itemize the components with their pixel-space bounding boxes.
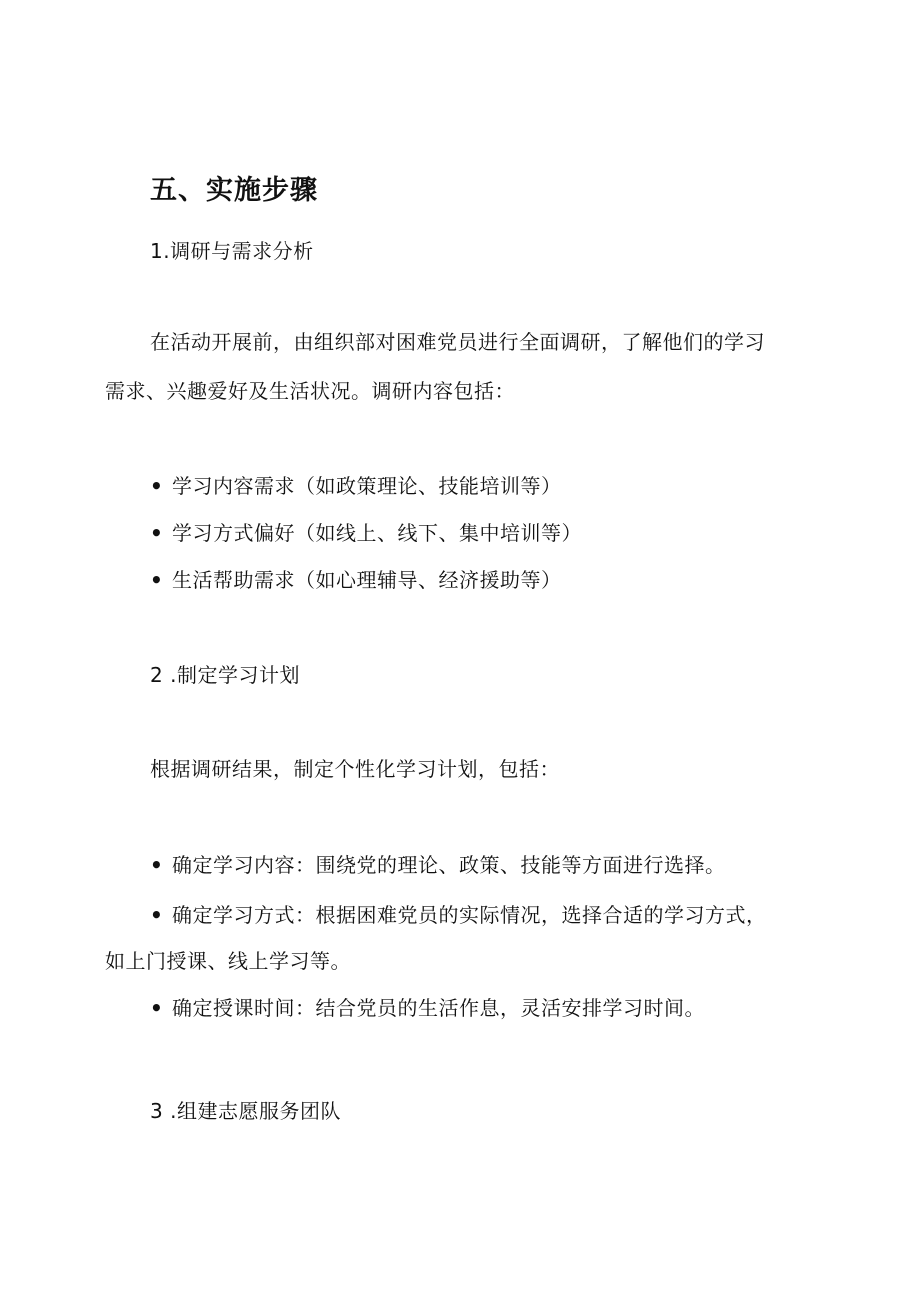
bullet-icon: • (150, 853, 164, 877)
step2-bullet-item (150, 994, 705, 1022)
step1-bullet-item (150, 472, 562, 500)
bullet-text: 确定授课时间：结合党员的生活作息，灵活安排学习时间。 (172, 996, 705, 1020)
bullet-icon: • (150, 521, 164, 545)
step1-bullet-item (150, 519, 582, 547)
step1-heading: 1.调研与需求分析 (150, 239, 314, 263)
bullet-icon: • (150, 903, 164, 927)
step2-bullet-item (150, 851, 726, 879)
bullet-text: 学习内容需求（如政策理论、技能培训等） (172, 474, 562, 498)
step1-bullet-item (150, 566, 562, 594)
bullet-text: 学习方式偏好（如线上、线下、集中培训等） (172, 521, 582, 545)
step1-paragraph-line1: 在活动开展前，由组织部对困难党员进行全面调研，了解他们的学习 (150, 330, 765, 354)
section-title: 五、实施步骤 (150, 175, 318, 206)
bullet-text: 确定学习内容：围绕党的理论、政策、技能等方面进行选择。 (172, 853, 726, 877)
step3-heading: 3 .组建志愿服务团队 (150, 1099, 341, 1123)
bullet-icon: • (150, 568, 164, 592)
step2-bullet-item (150, 901, 767, 929)
step2-heading: 2 .制定学习计划 (150, 663, 300, 687)
step2-paragraph: 根据调研结果，制定个性化学习计划，包括： (150, 757, 560, 781)
bullet-icon: • (150, 474, 164, 498)
bullet-text: 生活帮助需求（如心理辅导、经济援助等） (172, 568, 562, 592)
step1-paragraph-line2: 需求、兴趣爱好及生活状况。调研内容包括： (105, 379, 515, 403)
bullet-text: 确定学习方式：根据困难党员的实际情况，选择合适的学习方式， (172, 903, 767, 927)
bullet-icon: • (150, 996, 164, 1020)
step2-bullet-continuation: 如上门授课、线上学习等。 (105, 949, 351, 973)
